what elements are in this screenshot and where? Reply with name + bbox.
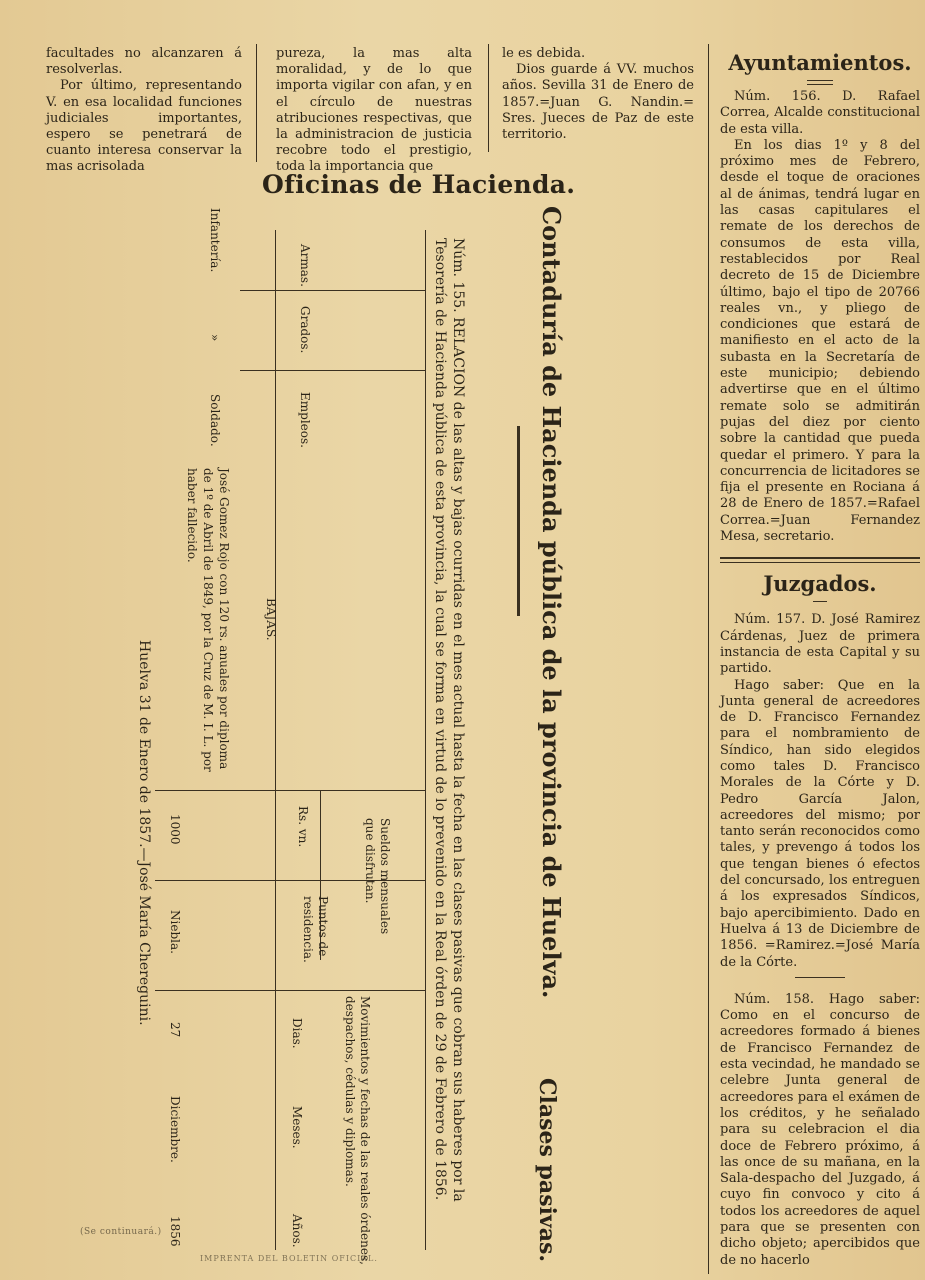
header-movimientos-text: Movimientos y fechas de las reales órdenes, despachos, cédulas y diplomas. xyxy=(343,996,372,1265)
relacion-text xyxy=(431,238,467,1248)
ornament xyxy=(517,426,520,616)
clases-pasivas-title: Clases pasivas. xyxy=(534,1078,560,1263)
section-title-oficinas: Oficinas de Hacienda. xyxy=(262,170,576,199)
juzgado-157-head-text: D. José Ramirez Cárdenas, Juez de primera instancia de esta Capital y su partido. xyxy=(720,612,920,677)
header-anos: Años. xyxy=(290,1214,304,1248)
section-title-juzgados: Juzgados. xyxy=(763,571,877,597)
row-arma: Infantería. xyxy=(208,208,222,273)
right-column xyxy=(720,50,920,1269)
header-grados: Grados. xyxy=(298,306,312,354)
table-rule xyxy=(425,230,426,1250)
row-sueldo: 1000 xyxy=(168,814,182,845)
juzgado-157-body: Hago saber: Que en la Junta general de acreedores de D. Francisco Fernandez para el nombramiento de Síndico, han sido elegidos como tales D. Francisco Morales de la Córte y D. Pedro García Jalon, acreedores del mismo; por tanto serán reconocidos como tales, y prevengo á todos los que tengan bienes ó efectos del concursado, los entreguen á los expresados Síndicos, bajo apercibimiento. Dado en Huelva á 13 de Diciembre de 1856. =Ramirez.=José María de la Córte. xyxy=(720,677,920,970)
juzgado-158-num: Núm. 158. xyxy=(734,991,815,1007)
ayto-body: En los dias 1º y 8 del próximo mes de Febrero, desde el toque de oraciones al de ánimas, tendrá lugar en las casas capitulares el remate de los derechos de consumos de esta villa, restablecidos por Real decreto de 15 de Diciembre último, bajo el tipo de 20766 reales vn., y pliego de condiciones que estará de manifiesto en el acto de la subasta en la Secretaría de este municipio; debiendo advertirse que en el último remate solo se admitirán pujas del diez por ciento sobre la cantidad que pueda quedar el primero. Y para la concurrencia de licitadores se fija el presente en Rociana á 28 de Enero de 1857.=Rafael Correa.=Juan Fernandez Mesa, secretario. xyxy=(720,137,920,545)
col2-p1: pureza, la mas alta moralidad, y de lo que importa vigilar con afan, y en el círculo de nuestras atribuciones respectivas, que la administracion de justicia recobre todo el prestigio, toda la importancia que xyxy=(276,46,472,175)
header-bajas: BAJAS. xyxy=(264,598,278,641)
ayto-num: Núm. 156. xyxy=(734,89,821,104)
header-armas: Armas. xyxy=(298,244,312,287)
col1-p1: facultades no alcanzaren á resolverlas. xyxy=(46,46,242,78)
row-mes: Diciembre. xyxy=(168,1096,182,1163)
row-baja xyxy=(184,468,232,778)
table-footer: Huelva 31 de Enero de 1857.—José María Chereguini. xyxy=(136,640,152,1026)
juzgado-158-body: Hago saber: Como en el concurso de acreedores formado á bienes de Francisco Fernandez de esta vecindad, he mandado se celebre Junta general de acreedores para el exámen de los créditos, y he señalado para su celebracion el dia doce de Febrero próximo, á las once de su mañana, en la Sala-despacho del Juzgado, á cuyo fin convoco y cito á todos los acreedores de aquel para que se presenten con dicho objeto; apercibidos que de no hacerlo xyxy=(720,991,920,1268)
divider xyxy=(813,601,827,602)
header-dias: Dias. xyxy=(290,1018,304,1049)
row-baja-text: José Gomez Rojo con 120 rs. anuales por diploma de 1º de Abril de 1849, por la Cruz de M. I. L. por haber fallecido. xyxy=(185,468,231,772)
footer-continua: (Se continuará.) xyxy=(80,1227,162,1237)
row-ano: 1856 xyxy=(168,1216,182,1247)
section-separator xyxy=(720,557,920,563)
juzgado-157-head xyxy=(720,612,920,677)
table-rule xyxy=(240,370,425,371)
table-rule xyxy=(155,990,425,991)
header-meses: Meses. xyxy=(290,1106,304,1149)
col1-p2: Por último, representando V. en esa localidad funciones judiciales importantes, espero se penetrará de cuanto interesa conservar la mas acrisolada xyxy=(46,78,242,175)
header-puntos xyxy=(300,896,330,986)
header-sueldos xyxy=(362,818,392,938)
footer-imprenta: IMPRENTA DEL BOLETIN OFICIAL. xyxy=(200,1254,378,1263)
table-rule xyxy=(275,230,276,1250)
section-title-ayuntamientos: Ayuntamientos. xyxy=(728,50,912,75)
table-rule xyxy=(240,290,425,291)
col3-p1: le es debida. xyxy=(502,46,586,61)
ayto-head xyxy=(720,89,920,138)
divider xyxy=(807,80,833,85)
row-dia: 27 xyxy=(168,1022,182,1038)
header-empleos: Empleos. xyxy=(298,392,312,448)
contaduria-title: Contaduría de Hacienda pública de la provincia de Huelva. xyxy=(537,206,566,999)
header-movimientos xyxy=(342,996,372,1266)
header-sueldos-text: Sueldos mensuales que disfrutan. xyxy=(363,818,392,935)
relacion-num: Núm. 155. xyxy=(450,238,466,313)
header-puntos-text: Puntos de residencia. xyxy=(301,896,330,963)
column-rule xyxy=(708,44,709,1274)
juzgado-158 xyxy=(720,992,920,1269)
divider xyxy=(795,977,845,978)
juzgado-157-num: Núm. 157. xyxy=(734,612,806,628)
ayto-head-text: D. Rafael Correa, Alcalde constitucional de esta villa. xyxy=(720,89,920,137)
header-rs: Rs. vn. xyxy=(296,806,310,848)
col3-p2: Dios guarde á VV. muchos años. Sevilla 31 de Enero de 1857.=Juan G. Nandin.= Sres. Jueces de Paz de este territorio. xyxy=(502,62,694,143)
row-grado: » xyxy=(208,334,222,342)
row-punto: Niebla. xyxy=(168,910,182,954)
table-rule xyxy=(155,790,425,791)
relacion-body: RELACION de las altas y bajas ocurridas en el mes actual hasta la fecha en las clases pasivas que cobran sus haberes por la Tesorería de Hacienda pública de esta provincia, la cual se forma en virtud de lo prevenido en la Real órden de 29 de Febrero de 1856. xyxy=(432,238,466,1202)
row-empleo: Soldado. xyxy=(208,394,222,447)
